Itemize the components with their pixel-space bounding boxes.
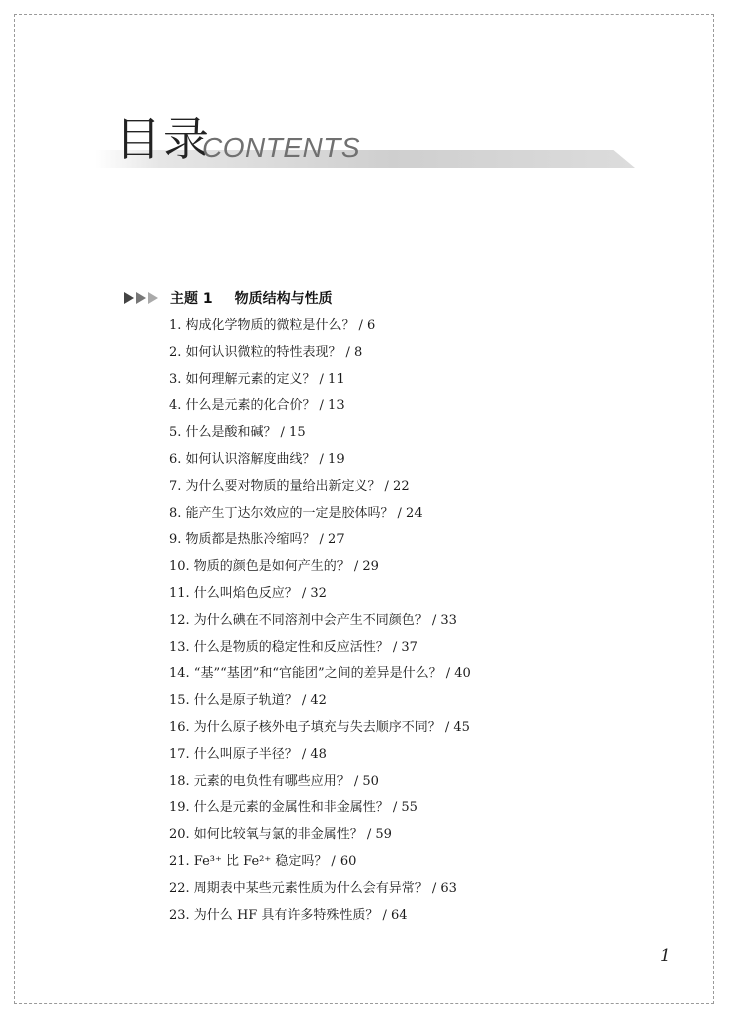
toc-item[interactable] (169, 638, 471, 665)
toc-item-text: 3. 如何理解元素的定义？ (169, 371, 316, 387)
toc-item[interactable] (169, 718, 471, 745)
toc-item-page: / 55 (392, 800, 418, 816)
toc-item-page: / 19 (319, 451, 345, 467)
toc-item-text: 2. 如何认识微粒的特性表现？ (169, 344, 342, 360)
toc-item-page: / 27 (319, 532, 345, 548)
toc-item-text: 19. 什么是元素的金属性和非金属性？ (169, 800, 389, 816)
toc-item-page: / 50 (353, 773, 379, 789)
toc-item-text: 1. 构成化学物质的微粒是什么？ (169, 318, 355, 333)
toc-item-text: 15. 什么是原子轨道？ (169, 693, 298, 709)
toc-item[interactable] (169, 396, 471, 423)
toc-item-page: / 8 (345, 344, 363, 360)
toc-item[interactable] (169, 745, 471, 772)
toc-item[interactable] (169, 691, 471, 718)
toc-item[interactable] (169, 370, 471, 397)
toc-item[interactable] (169, 852, 471, 879)
triple-arrow-icon (124, 292, 162, 304)
toc-item-page: / 63 (431, 880, 457, 896)
toc-item-page: / 33 (431, 612, 457, 628)
toc-item-text: 9. 物质都是热胀冷缩吗？ (169, 532, 316, 548)
section-label: 主题 1 (170, 291, 213, 307)
toc-list (169, 316, 471, 932)
toc-item-text: 14. “基”“基团”和“官能团”之间的差异是什么？ (169, 666, 442, 682)
toc-item-page: / 11 (319, 371, 345, 387)
toc-item[interactable] (169, 906, 471, 933)
toc-item[interactable] (169, 450, 471, 477)
toc-item-text: 23. 为什么 HF 具有许多特殊性质？ (169, 907, 379, 923)
toc-item-text: 22. 周期表中某些元素性质为什么会有异常？ (169, 880, 428, 896)
toc-item-text: 5. 什么是酸和碱？ (169, 425, 277, 441)
toc-item-page: / 64 (382, 907, 408, 923)
toc-item-page: / 29 (353, 559, 379, 575)
toc-item[interactable] (169, 798, 471, 825)
toc-item[interactable] (169, 611, 471, 638)
toc-item[interactable] (169, 664, 471, 691)
toc-item-text: 10. 物质的颜色是如何产生的？ (169, 559, 350, 575)
toc-item-page: / 37 (392, 639, 418, 655)
toc-item-text: 11. 什么叫焰色反应？ (169, 585, 298, 601)
toc-item[interactable] (169, 530, 471, 557)
toc-item[interactable] (169, 825, 471, 852)
toc-item[interactable] (169, 423, 471, 450)
toc-item[interactable] (169, 504, 471, 531)
page-title-chinese: 目录 (115, 112, 211, 166)
toc-item-page: / 42 (301, 693, 327, 709)
toc-item-page: / 45 (444, 719, 470, 735)
toc-item[interactable] (169, 343, 471, 370)
toc-item-text: 4. 什么是元素的化合价？ (169, 398, 316, 414)
toc-item-text: 6. 如何认识溶解度曲线？ (169, 451, 316, 467)
toc-item-text: 17. 什么叫原子半径？ (169, 746, 298, 762)
toc-item[interactable] (169, 772, 471, 799)
toc-item-page: / 60 (331, 853, 357, 869)
section-heading (124, 288, 333, 308)
toc-item-page: / 48 (301, 746, 327, 762)
toc-item-page: / 22 (384, 478, 410, 494)
toc-item-text: 12. 为什么碘在不同溶剂中会产生不同颜色？ (169, 612, 428, 628)
section-title: 物质结构与性质 (234, 291, 333, 307)
toc-item-page: / 59 (366, 827, 392, 843)
toc-item-page: / 24 (397, 505, 423, 521)
toc-item-text: 16. 为什么原子核外电子填充与失去顺序不同？ (169, 719, 441, 735)
toc-item-page: / 6 (358, 318, 376, 333)
toc-item[interactable] (169, 584, 471, 611)
page-number: 1 (660, 946, 671, 966)
toc-item-page: / 40 (445, 666, 471, 682)
toc-item-text: 18. 元素的电负性有哪些应用？ (169, 773, 350, 789)
toc-item[interactable] (169, 879, 471, 906)
toc-item-page: / 15 (280, 425, 306, 441)
toc-item[interactable] (169, 316, 471, 343)
toc-item-text: 13. 什么是物质的稳定性和反应活性？ (169, 639, 389, 655)
toc-item-text: 21. Fe³⁺ 比 Fe²⁺ 稳定吗？ (169, 853, 328, 869)
toc-item-page: / 32 (301, 585, 327, 601)
toc-item-text: 20. 如何比较氧与氯的非金属性？ (169, 827, 363, 843)
toc-item[interactable] (169, 477, 471, 504)
toc-item-text: 7. 为什么要对物质的量给出新定义？ (169, 478, 381, 494)
toc-item[interactable] (169, 557, 471, 584)
toc-item-text: 8. 能产生丁达尔效应的一定是胶体吗？ (169, 505, 394, 521)
toc-item-page: / 13 (319, 398, 345, 414)
page-title-english: CONTENTS (202, 132, 360, 163)
